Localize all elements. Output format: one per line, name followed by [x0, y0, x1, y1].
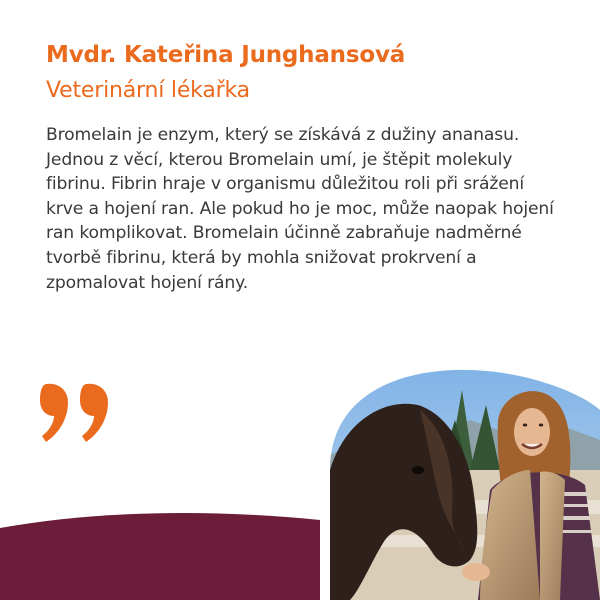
quote-mark-icon: [40, 380, 112, 444]
speaker-role: Veterinární lékařka: [46, 78, 250, 103]
quote-text: Bromelain je enzym, který se získává z dužiny ananasu. Jednou z věcí, kterou Bromelain umí, je štěpit molekuly fibrinu. Fibrin hraje v organismu důležitou roli při srážení krve a hojení ran. Ale pokud ho je moc, může naopak hojení ran komplikovat. Bromelain účinně zabraňuje nadměrné tvorbě fibrinu, která by mohla snižovat prokrvení a zpomalovat hojení rány.: [46, 125, 554, 293]
speaker-name: Mvdr. Kateřina Junghansová: [46, 42, 406, 68]
